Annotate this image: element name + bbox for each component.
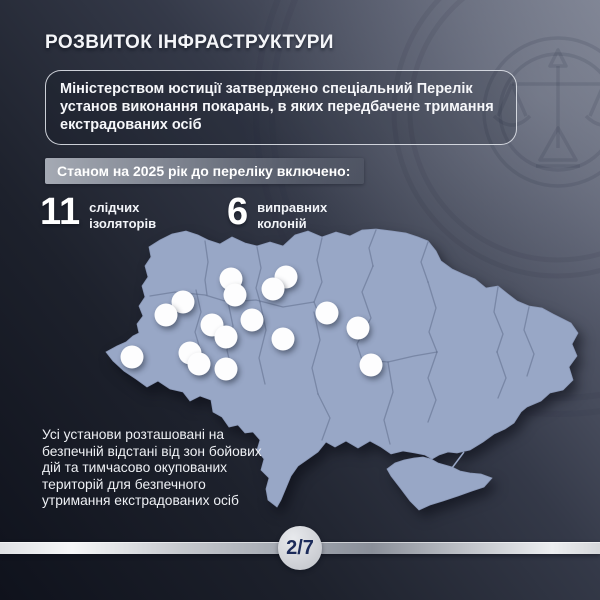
facility-marker (188, 353, 211, 376)
info-box (45, 70, 517, 145)
facility-marker (215, 326, 238, 349)
facility-marker (224, 284, 247, 307)
facility-marker (360, 354, 383, 377)
stat-colonies (227, 191, 328, 233)
stat-value: 11 (40, 191, 81, 233)
facility-marker (241, 309, 264, 332)
stat-label: виправних колоній (257, 200, 328, 231)
status-badge: Станом на 2025 рік до переліку включено: (45, 158, 364, 184)
map-region-crimea (387, 457, 492, 510)
info-box-line: установ виконання покарань, в яких передбачене тримання (60, 99, 494, 115)
facility-marker (316, 302, 339, 325)
info-box-line: екстрадованих осіб (60, 117, 202, 133)
stat-label: слідчих ізоляторів (89, 200, 157, 231)
page-title: РОЗВИТОК ІНФРАСТРУКТУРИ (45, 32, 334, 53)
facility-marker (347, 317, 370, 340)
stat-sizo (40, 191, 157, 233)
info-box-line: Міністерством юстиції затверджено спеціальний Перелік (60, 81, 473, 97)
page-indicator (278, 526, 322, 570)
arabat-spit (452, 452, 464, 468)
facility-marker (121, 346, 144, 369)
facility-note: Усі установи розташовані на безпечній відстані від зон бойових дій та тимчасово окупованих територій для безпечного утримання екстрадованих осіб (42, 427, 262, 508)
facility-marker (272, 328, 295, 351)
page-indicator-label: 2/7 (286, 536, 314, 559)
stat-value: 6 (227, 191, 249, 233)
facility-marker (215, 358, 238, 381)
facility-marker (155, 304, 178, 327)
facility-marker (262, 278, 285, 301)
